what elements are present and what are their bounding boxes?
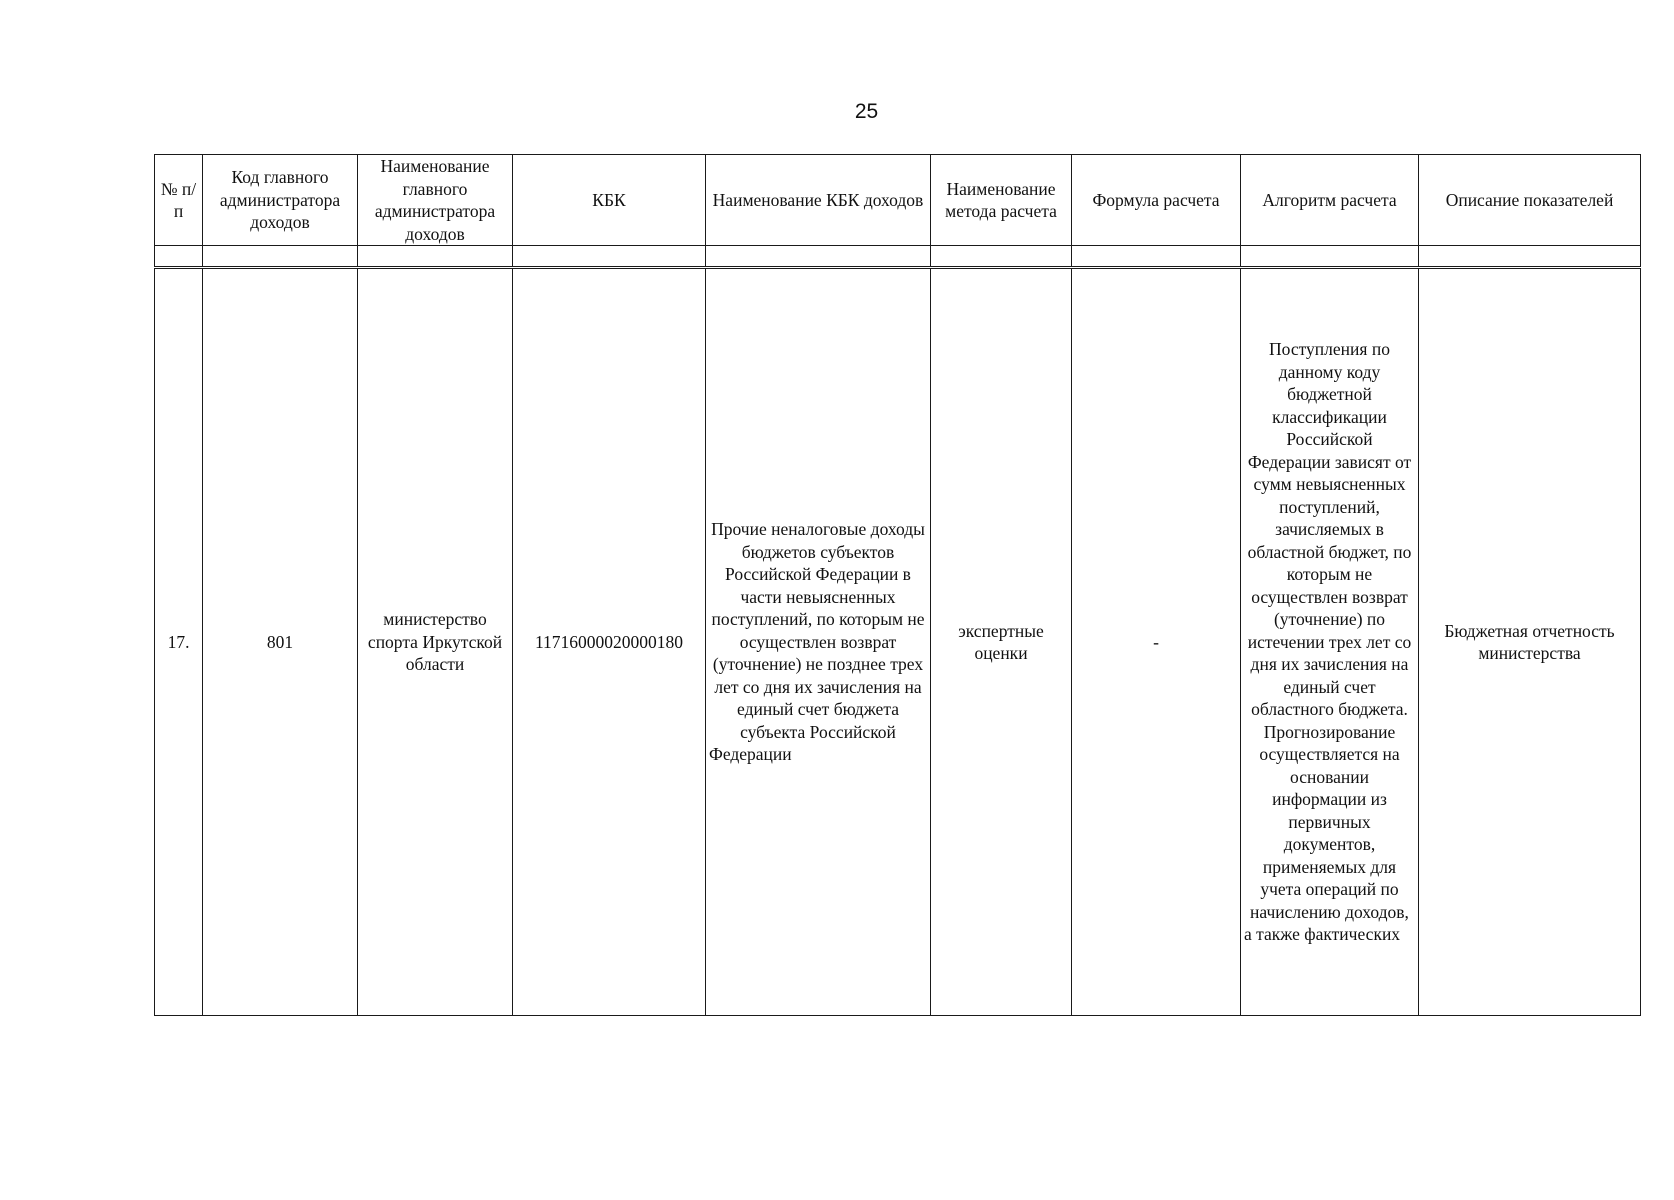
table-row: [155, 268, 1641, 1016]
header-method-name: Наименование метода расчета: [931, 155, 1072, 246]
header-kbk-name: Наименование КБК доходов: [706, 155, 931, 246]
spacer-row: [155, 246, 1641, 268]
spacer-cell: [706, 246, 931, 268]
spacer-cell: [1241, 246, 1419, 268]
cell-admin-code: 801: [203, 268, 358, 1016]
cell-algorithm: Поступления по данному коду бюджетной классификации Российской Федерации зависят от сумм невыясненных поступлений, зачисляемых в областной бюджет, по которым не осуществлен возврат (уточнение) по истечении трех лет со дня их зачисления на единый счет областного бюджета. Прогнозирование осуществляется на основании информации из первичных документов, применяемых для учета операций по начислению доходов, а также фактических: [1241, 268, 1419, 1016]
cell-method-name: экспертные оценки: [931, 268, 1072, 1016]
cell-indicators: Бюджетная отчетность министерства: [1419, 268, 1641, 1016]
spacer-cell: [1419, 246, 1641, 268]
revenue-forecast-table: [154, 154, 1641, 1016]
header-algorithm: Алгоритм расчета: [1241, 155, 1419, 246]
cell-kbk-name: Прочие неналоговые доходы бюджетов субъектов Российской Федерации в части невыясненных поступлений, по которым не осуществлен возврат (уточнение) не позднее трех лет со дня их зачисления на единый счет бюджета субъекта Российской Федерации: [706, 268, 931, 1016]
spacer-cell: [931, 246, 1072, 268]
cell-formula: -: [1072, 268, 1241, 1016]
spacer-cell: [358, 246, 513, 268]
page-number: 25: [854, 100, 879, 123]
header-indicators: Описание показателей: [1419, 155, 1641, 246]
header-admin-name: Наименование главного администратора доходов: [358, 155, 513, 246]
spacer-cell: [203, 246, 358, 268]
header-number: № п/п: [155, 155, 203, 246]
header-admin-code: Код главного администратора доходов: [203, 155, 358, 246]
header-formula: Формула расчета: [1072, 155, 1241, 246]
header-kbk: КБК: [513, 155, 706, 246]
cell-admin-name: министерство спорта Иркутской области: [358, 268, 513, 1016]
spacer-cell: [155, 246, 203, 268]
spacer-cell: [513, 246, 706, 268]
header-row: [155, 155, 1641, 246]
spacer-cell: [1072, 246, 1241, 268]
cell-kbk: 11716000020000180: [513, 268, 706, 1016]
cell-number: 17.: [155, 268, 203, 1016]
